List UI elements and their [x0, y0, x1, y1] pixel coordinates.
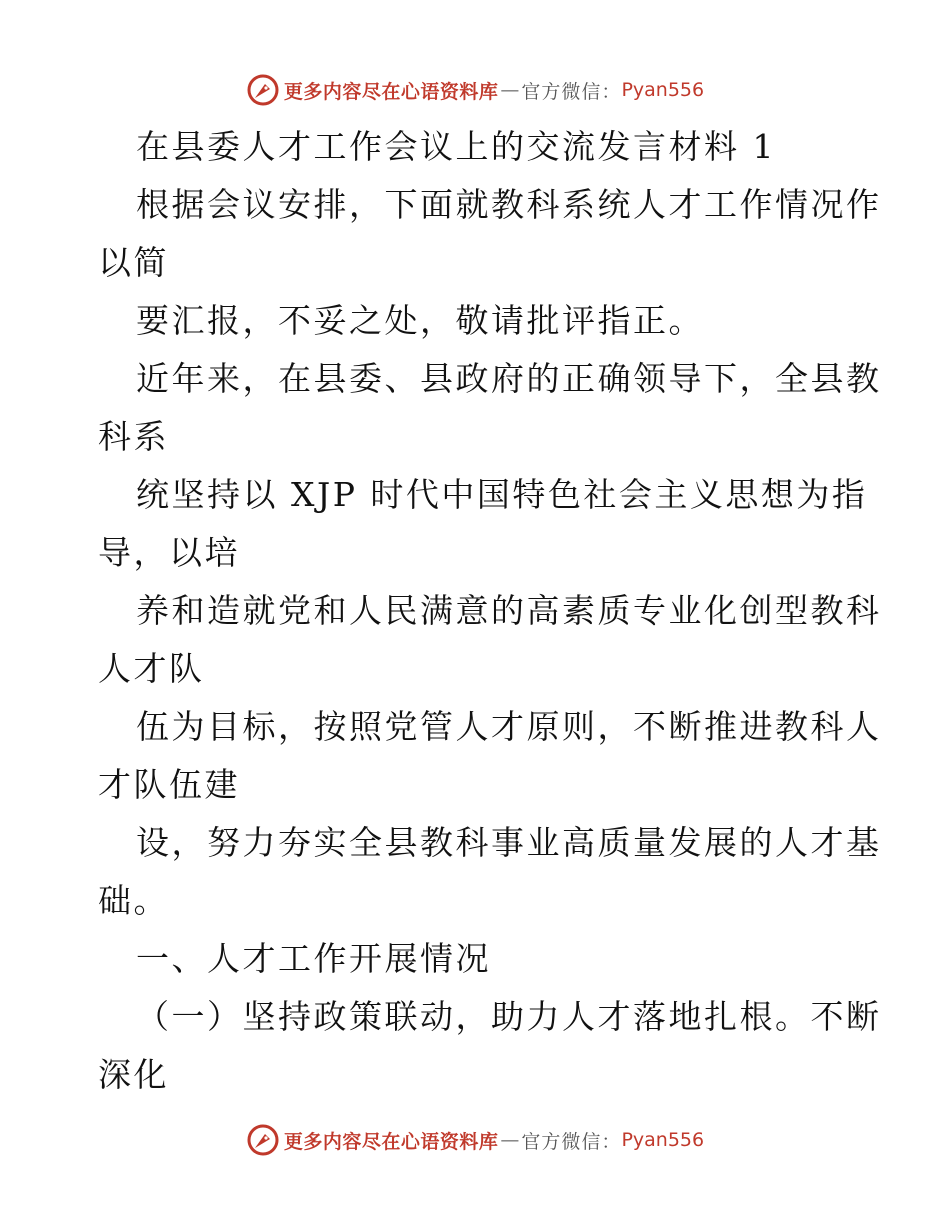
- text-line: 导，以培: [98, 533, 240, 572]
- watermark-dash: —: [500, 1129, 520, 1151]
- text-line: 要汇报，不妥之处，敬请批评指正。: [136, 301, 704, 340]
- text-line: 根据会议安排，下面就教科系统人才工作情况作: [136, 185, 882, 224]
- text-line: 才队伍建: [98, 765, 240, 804]
- pen-nib-logo-icon: [246, 1123, 280, 1157]
- pen-nib-logo-icon: [246, 73, 280, 107]
- section-heading: 一、人才工作开展情况: [136, 939, 491, 978]
- text-line: 科系: [98, 417, 169, 456]
- watermark-wechat-id: Pyan556: [621, 1129, 705, 1151]
- text-line: 统坚持以 XJP 时代中国特色社会主义思想为指: [136, 475, 868, 514]
- watermark-wechat-label: 官方微信：: [521, 1130, 622, 1153]
- watermark-wechat-id: Pyan556: [621, 79, 705, 101]
- text-line: 人才队: [98, 649, 205, 688]
- text-line: 设，努力夯实全县教科事业高质量发展的人才基: [136, 823, 882, 862]
- document-body: [98, 118, 882, 1104]
- text-line: 近年来，在县委、县政府的正确领导下，全县教: [136, 359, 882, 398]
- header-watermark: [0, 70, 950, 110]
- text-line: 以简: [98, 243, 169, 282]
- text-line: 养和造就党和人民满意的高素质专业化创型教科: [136, 591, 882, 630]
- watermark-site-name: 更多内容尽在心语资料库: [283, 1130, 499, 1153]
- subsection-heading: （一）坚持政策联动，助力人才落地扎根。不断: [136, 997, 882, 1036]
- document-title: 在县委人才工作会议上的交流发言材料 1: [136, 127, 776, 166]
- footer-watermark: [0, 1120, 950, 1160]
- text-line: 础。: [98, 881, 169, 920]
- watermark-site-name: 更多内容尽在心语资料库: [283, 80, 499, 103]
- watermark-wechat-label: 官方微信：: [521, 80, 622, 103]
- text-line: 伍为目标，按照党管人才原则，不断推进教科人: [136, 707, 882, 746]
- watermark-dash: —: [500, 79, 520, 101]
- text-line: 深化: [98, 1055, 169, 1094]
